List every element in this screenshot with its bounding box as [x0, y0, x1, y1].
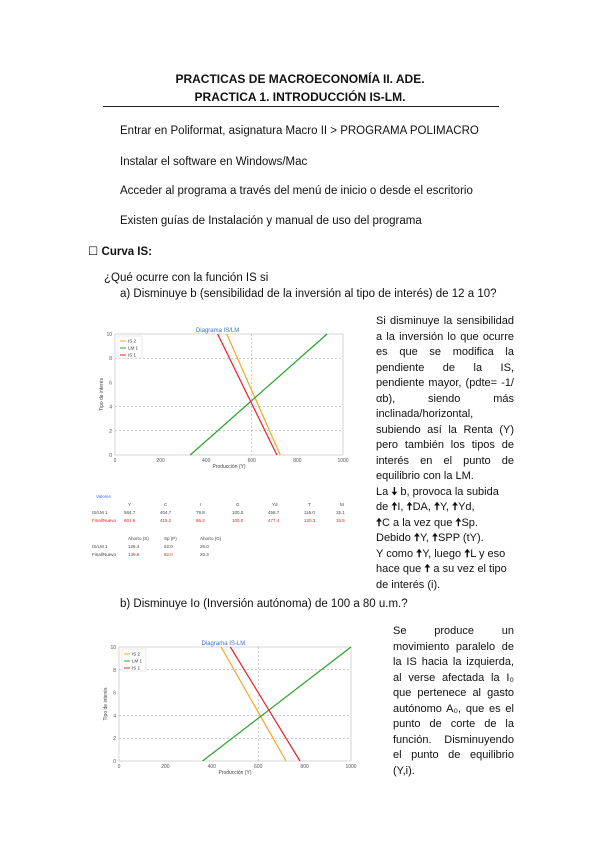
answer-a-line	[376, 500, 514, 516]
x-tick-label: 400	[207, 764, 216, 770]
table-cell: 139.6	[128, 552, 140, 557]
table-cell: 477.4	[268, 518, 280, 523]
table-cell: 79.8	[196, 510, 205, 515]
table-header: Y	[128, 502, 132, 507]
arrow-up-icon: 🠅	[464, 547, 471, 560]
arrow-up-icon: 🠅	[433, 501, 440, 513]
y-tick-label: 4	[113, 713, 116, 720]
section-label: Curva IS:	[101, 246, 153, 258]
arrow-down-icon: 🠇	[391, 485, 398, 498]
answer-a-line	[376, 531, 514, 547]
x-tick-label: 1000	[345, 764, 357, 770]
table-cell: 52.0	[164, 544, 173, 549]
answer-a-line	[376, 516, 514, 532]
table-cell: 15.5	[336, 518, 345, 523]
table-cell: 62.0	[164, 552, 173, 557]
chart-islm-a	[93, 322, 355, 477]
arrow-up-icon: 🠅	[391, 501, 398, 513]
text-fragment: Y como	[376, 547, 414, 560]
x-axis-label: Producción (Y)	[212, 464, 246, 470]
legend-label: LM 1	[128, 345, 139, 351]
legend-label: IS 1	[128, 352, 137, 358]
x-tick-label: 1000	[337, 458, 349, 464]
arrow-up-icon: 🠅	[376, 516, 383, 529]
answer-a-line	[376, 547, 514, 563]
text-fragment: Debido	[376, 532, 411, 544]
table-header: M	[340, 502, 344, 507]
chart-islm-a-svg	[93, 322, 355, 472]
table-cell: 126.4	[128, 544, 140, 549]
row-label: IS/LM 1	[92, 544, 108, 549]
x-axis-label: Producción (Y)	[218, 770, 252, 776]
document-title: PRACTICAS DE MACROECONOMÍA II. ADE.	[175, 72, 425, 86]
x-tick-label: 200	[161, 764, 170, 770]
y-tick-label: 4	[109, 404, 112, 411]
chart-title: Diagrama IS/LM	[195, 328, 240, 334]
table-cell: 15.1	[336, 510, 345, 515]
x-tick-label: 0	[113, 458, 117, 464]
text-fragment: SPP (tY).	[438, 532, 484, 544]
text-fragment: Yd,	[458, 501, 475, 513]
step-item: Entrar en Poliformat, asignatura Macro II > PROGRAMA POLIMACRO	[120, 125, 479, 137]
plot-area	[119, 647, 351, 761]
arrow-up-icon: 🠅	[416, 547, 423, 560]
chart-title: Diagrama IS-LM	[201, 641, 246, 647]
y-tick-label: 2	[113, 736, 116, 743]
step-item: Existen guías de Instalación y manual de uso del programa	[120, 215, 422, 227]
legend	[122, 649, 146, 671]
y-tick-label: 10	[110, 645, 116, 651]
answer-a-line: de interés (i).	[376, 578, 441, 591]
table-header: C	[164, 502, 168, 507]
section-heading	[88, 244, 152, 258]
table-cell: 100.0	[232, 518, 244, 523]
x-tick-label: 0	[117, 764, 121, 770]
answer-a-paragraph	[376, 314, 514, 593]
table-header: T	[308, 502, 311, 507]
table-cell: 100.0	[232, 510, 244, 515]
arrow-up-icon: 🠅	[424, 563, 431, 575]
x-tick-label: 600	[254, 764, 263, 770]
legend-label: IS 1	[132, 665, 141, 671]
practice-subtitle: PRACTICA 1. INTRODUCCIÓN IS-LM.	[194, 90, 406, 104]
text-fragment: Y,	[419, 532, 429, 544]
text-fragment: L y eso	[470, 547, 506, 560]
legend-label: IS 2	[132, 651, 141, 657]
table-cell: 415.2	[160, 518, 172, 523]
table-cell: 120.3	[304, 518, 316, 523]
legend-label: IS 2	[128, 338, 137, 344]
y-tick-label: 6	[109, 380, 112, 387]
arrow-up-icon: 🠅	[413, 532, 420, 544]
row-label: Final/Nuevo	[92, 518, 117, 523]
title-divider	[103, 106, 499, 107]
step-item: Acceder al programa a través del menú de inicio o desde el escritorio	[120, 185, 473, 197]
y-tick-label: 2	[109, 428, 112, 435]
checkbox-icon: ☐	[88, 246, 99, 258]
text-fragment: de	[376, 501, 389, 513]
y-tick-label: 6	[113, 690, 116, 697]
x-tick-label: 800	[300, 764, 309, 770]
table-header: I	[200, 502, 202, 507]
x-tick-label: 200	[156, 458, 165, 464]
legend	[118, 336, 142, 358]
y-tick-label: 0	[109, 453, 112, 459]
text-fragment: Y, luego	[422, 547, 462, 560]
table-title: Valores	[96, 494, 111, 499]
text-fragment: hace que	[376, 563, 422, 575]
table-header: Ahorro (S)	[128, 536, 149, 541]
table-header: Yd	[272, 502, 278, 507]
text-fragment: I,	[397, 501, 404, 513]
table-header: Sp (P)	[164, 536, 177, 541]
y-axis-label: Tipo de interés	[103, 687, 109, 721]
plot-area	[115, 334, 343, 455]
step-item: Instalar el software en Windows/Mac	[120, 156, 308, 168]
legend-label: LM 1	[132, 658, 143, 664]
results-table	[92, 494, 352, 564]
x-tick-label: 800	[293, 458, 302, 464]
text-fragment: Sp.	[461, 516, 478, 529]
text-fragment: a su vez el tipo	[433, 563, 507, 575]
table-cell: 20.3	[200, 552, 209, 557]
y-tick-label: 8	[113, 667, 116, 674]
table-header: G	[236, 502, 240, 507]
y-tick-label: 8	[109, 356, 112, 363]
table-cell: 456.7	[268, 510, 280, 515]
answer-a-line	[376, 562, 514, 578]
y-tick-label: 0	[113, 759, 116, 765]
answer-a-line	[376, 485, 514, 501]
table-cell: 26.0	[200, 544, 209, 549]
table-cell: 404.7	[160, 510, 172, 515]
y-tick-label: 10	[106, 332, 112, 338]
table-header: Ahorro (G)	[200, 536, 222, 541]
question-a: a) Disminuye b (sensibilidad de la inversión al tipo de interés) de 12 a 10?	[120, 288, 497, 300]
question-intro: ¿Qué ocurre con la función IS si	[104, 272, 269, 284]
arrow-up-icon: 🠅	[452, 501, 459, 513]
answer-a-text: Si disminuye la sensibilidad a la inversión lo que ocurre es que se modifica la pendiente de la IS, pendiente mayor, (pdte= -1/αb), siendo más inclinada/horizontal, subiendo así la Renta (Y) pero también los tipos de interés en el punto de equilibrio con la LM.	[376, 315, 514, 482]
text-fragment: DA,	[412, 501, 431, 513]
arrow-up-icon: 🠅	[455, 516, 462, 529]
chart-islm-b	[95, 633, 365, 788]
row-label: Final/Nuevo	[92, 552, 117, 557]
text-fragment: La	[376, 485, 389, 498]
table-cell: 86.3	[196, 518, 205, 523]
table-cell: 601.6	[124, 518, 136, 523]
text-fragment: Y,	[440, 501, 449, 513]
text-fragment: b, provoca la subida	[400, 485, 499, 498]
x-tick-label: 400	[202, 458, 211, 464]
table-cell: 584.7	[124, 510, 136, 515]
y-axis-label: Tipo de interés	[99, 378, 105, 411]
question-b: b) Disminuye Io (Inversión autónoma) de 100 a 80 u.m.?	[120, 598, 408, 610]
arrow-up-icon: 🠅	[432, 532, 439, 544]
chart-islm-b-svg	[95, 633, 365, 783]
row-label: IS/LM 1	[92, 510, 108, 515]
arrow-up-icon: 🠅	[406, 501, 413, 513]
answer-b-paragraph: Se produce un movimiento paralelo de la IS hacia la izquierda, al verse afectada la I₀ que pertenece al gasto autónomo A₀, que es el punto de corte de la función. Disminuyendo el punto de equilibrio (Y,i).	[393, 625, 514, 777]
table-cell: 116.0	[304, 510, 315, 515]
text-fragment: C a la vez que	[382, 516, 453, 529]
x-tick-label: 600	[247, 458, 256, 464]
